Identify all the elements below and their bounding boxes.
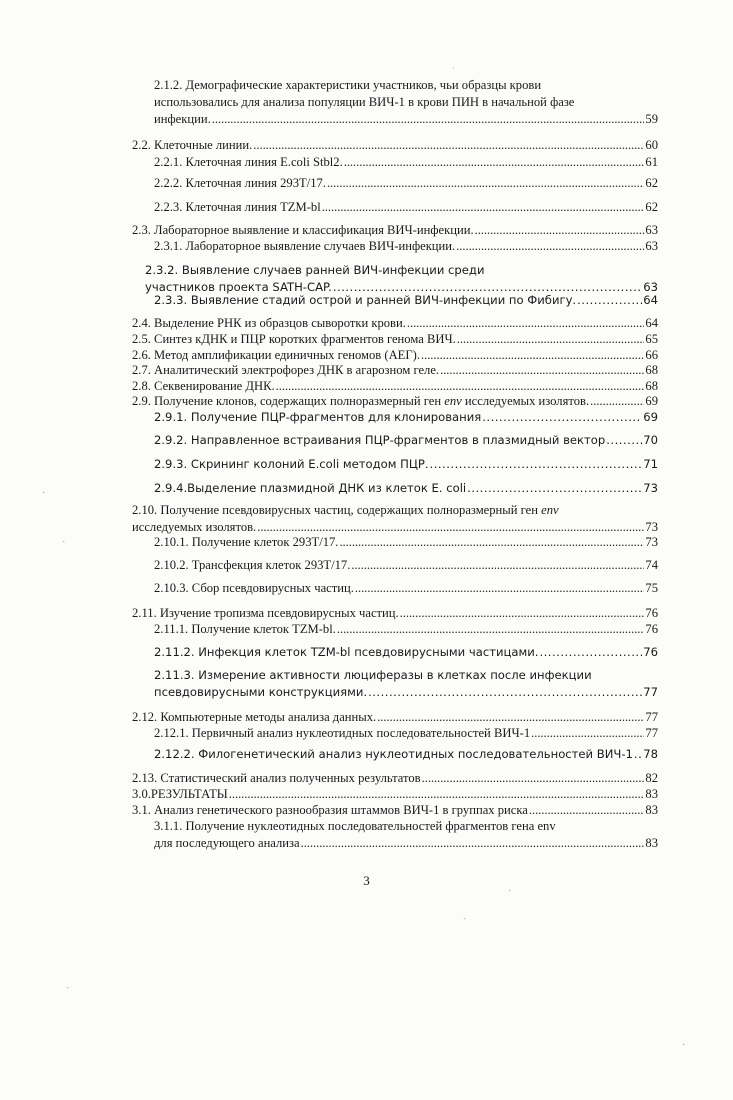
toc-entry-text: 3.0.РЕЗУЛЬТАТЫ [132,787,228,801]
toc-entry[interactable] [154,409,658,426]
toc-entry[interactable] [154,557,658,574]
toc-entry[interactable] [132,137,658,154]
dot-leader [529,802,645,819]
toc-page-number: 73 [645,520,658,534]
toc-entry[interactable] [132,315,658,332]
toc-entry-text: 2.12.1. Первичный анализ нуклеотидных последовательностей ВИЧ-1 [154,726,531,740]
toc-entry-text: 2.10.1. Получение клеток 293T/17. [154,535,339,549]
dot-leader [377,709,644,726]
toc-entry-text: 2.12.2. Филогенетический анализ нуклеотидных последовательностей ВИЧ-1 [154,747,633,761]
dot-leader [229,786,645,803]
toc-page-number: 76 [645,622,658,636]
toc-page-number: 60 [645,138,658,152]
toc-entry[interactable] [154,818,658,852]
dot-leader [327,175,644,192]
toc-page-number: 68 [645,363,658,377]
toc-page-number: 64 [643,293,658,307]
toc-entry[interactable] [154,621,658,638]
dot-leader [539,644,642,661]
toc-entry[interactable] [132,362,658,379]
toc-entry[interactable] [154,292,658,309]
toc-entry-text: 2.8. Секвенирование ДНК. [132,379,275,393]
dot-leader [322,199,645,216]
toc-entry-text: инфекции. [154,112,211,126]
toc-page-number: 69 [645,394,658,408]
toc-page-number: 70 [643,433,658,447]
dot-leader [440,362,644,379]
toc-entry-text: 2.2.3. Клеточная линия TZM-bl [154,200,321,214]
toc-page-number: 63 [645,223,658,237]
dot-leader [422,770,645,787]
toc-page-number: 68 [645,379,658,393]
dot-leader [355,580,645,597]
toc-entry-text: 2.2. Клеточные линии. [132,138,253,152]
toc-entry[interactable] [154,199,658,216]
dot-leader [457,331,645,348]
toc-entry[interactable] [154,77,658,128]
toc-entry-text: 2.9.1. Получение ПЦР-фрагментов для клонирования [154,410,482,424]
toc-page-number: 78 [643,747,658,761]
toc-entry-text: 2.11. Изучение тропизма псевдовирусных частиц. [132,606,399,620]
toc-entry[interactable] [154,154,658,171]
dot-leader [606,432,642,449]
dot-leader [407,315,645,332]
dot-leader [400,605,645,622]
toc-entry-text: 2.9.3. Скрининг колоний E.coli методом ПЦР. [154,457,429,471]
scan-speck: · [508,886,512,897]
toc-page-number: 77 [643,685,658,699]
toc-entry[interactable] [132,393,658,410]
toc-entry-text: 2.10.2. Трансфекция клеток 293T/17. [154,558,351,572]
toc-entry-text: 2.3.3. Выявление стадий острой и ранней ВИЧ-инфекции по Фибигу. [154,293,577,307]
toc-page-number: 64 [645,316,658,330]
toc-entry[interactable] [154,746,658,763]
toc-entry-text: 2.9. Получение клонов, содержащих полноразмерный ген env исследуемых изолятов. [132,394,590,408]
toc-entry[interactable] [154,725,658,742]
toc-entry-text: 2.9.2. Направленное встраивания ПЦР-фрагментов в плазмидный вектор [154,433,606,447]
toc-page-number: 62 [645,200,658,214]
toc-entry[interactable] [132,786,658,803]
toc-page-number: 66 [645,348,658,362]
toc-page-number: 83 [645,787,658,801]
toc-entry-text: 2.10. Получение псевдовирусных частиц, содержащих полноразмерный ген env [132,503,559,517]
toc-entry[interactable] [154,480,658,497]
dot-leader [337,621,645,638]
toc-entry-text: исследуемых изолятов. [132,520,257,534]
toc-page-number: 59 [645,112,658,126]
toc-entry[interactable] [132,709,658,726]
toc-entry-text: участников проекта SATH-CAP. [145,280,332,294]
toc-entry[interactable] [154,644,658,661]
toc-entry-text: 2.5. Синтез кДНК и ПЦР коротких фрагментов генома ВИЧ. [132,332,456,346]
dot-leader [368,684,642,701]
toc-page-number: 63 [643,280,658,294]
toc-entry-text: 2.10.3. Сбор псевдовирусных частиц. [154,581,354,595]
toc-entry-text: 2.11.2. Инфекция клеток TZM-bl псевдовирусными частицами. [154,645,539,659]
toc-page-number: 71 [643,457,658,471]
toc-entry-text: 2.2.2. Клеточная линия 293T/17. [154,176,326,190]
scan-speck: · [42,488,46,499]
toc-entry[interactable] [154,432,658,449]
toc-page-number: 75 [645,581,658,595]
toc-entry-text: 2.4. Выделение РНК из образцов сыворотки крови. [132,316,406,330]
toc-entry-text: 3.1.1. Получение нуклеотидных последовательностей фрагментов гена env [154,819,556,833]
toc-entry-text: 2.11.3. Измерение активности люциферазы в клетках после инфекции [154,668,592,682]
toc-page-number: 69 [643,410,658,424]
toc-page-number: 61 [645,155,658,169]
toc-entry[interactable] [154,175,658,192]
toc-entry[interactable] [154,238,658,255]
toc-page-number: 65 [645,332,658,346]
toc-entry-text: 2.11.1. Получение клеток TZM-bl. [154,622,336,636]
toc-entry-text: 2.3.2. Выявление случаев ранней ВИЧ-инфекции среди [145,263,485,277]
toc-entry[interactable] [154,456,658,473]
toc-entry[interactable] [154,580,658,597]
toc-entry-text: 2.9.4.Выделение плазмидной ДНК из клеток E. coli [154,481,467,495]
dot-leader [344,154,645,171]
toc-entry-text: 2.3. Лабораторное выявление и классификация ВИЧ-инфекции. [132,223,474,237]
toc-entry-text: 2.3.1. Лабораторное выявление случаев ВИЧ-инфекции. [154,239,456,253]
scan-speck: ˏ [66,978,70,989]
dot-leader [212,111,645,128]
toc-entry-text: 2.7. Аналитический электрофорез ДНК в агарозном геле. [132,363,440,377]
dot-leader [634,746,642,763]
toc-page-number: 73 [643,481,658,495]
dot-leader [253,137,644,154]
toc-entry[interactable] [154,667,658,701]
dot-leader [301,835,645,852]
toc-entry[interactable] [132,770,658,787]
toc-page-number: 82 [645,771,658,785]
toc-entry-text: 2.2.1. Клеточная линия E.coli Stbl2. [154,155,343,169]
toc-page-number: 76 [645,606,658,620]
dot-leader [339,534,644,551]
scan-speck: ˌ [452,58,456,69]
toc-entry-text: псевдовирусными конструкциями. [154,685,368,699]
toc-entry-text: использовались для анализа популяции ВИЧ-1 в крови ПИН в начальной фазе [154,95,575,109]
scan-speck: ˏ [62,532,66,543]
toc-entry[interactable] [132,605,658,622]
scan-speck: · [682,1040,686,1051]
toc-page-number: 77 [645,710,658,724]
toc-entry[interactable] [132,222,658,239]
dot-leader [531,725,644,742]
toc-page-number: 77 [645,726,658,740]
toc-entry-text: 3.1. Анализ генетического разнообразия штаммов ВИЧ-1 в группах риска [132,803,528,817]
toc-entry-text: 2.12. Компьютерные методы анализа данных. [132,710,377,724]
toc-page-number: 83 [645,836,658,850]
toc-entry-text: 2.1.2. Демографические характеристики участников, чьи образцы крови [154,78,542,92]
toc-page-number: 73 [645,535,658,549]
toc-entry-text: 2.6. Метод амплификации единичных геномов (АЕГ). [132,348,420,362]
toc-page-number: 83 [645,803,658,817]
toc-entry-text: для последующего анализа [154,836,300,850]
dot-leader [467,480,642,497]
dot-leader [351,557,644,574]
scan-speck: ˏ [463,909,467,920]
dot-leader [577,292,642,309]
toc-entry-text: 2.13. Статистический анализ полученных результатов [132,771,421,785]
toc-page-number: 63 [645,239,658,253]
toc-entry[interactable] [154,534,658,551]
toc-page-number: 76 [643,645,658,659]
dot-leader [456,238,644,255]
toc-entry[interactable] [132,331,658,348]
dot-leader [482,409,642,426]
toc-page-number: 62 [645,176,658,190]
toc-page-number: 74 [645,558,658,572]
dot-leader [590,393,644,410]
dot-leader [475,222,645,239]
toc-entry[interactable] [132,802,658,819]
dot-leader [430,456,643,473]
toc-entry[interactable] [132,502,658,536]
page-number: 3 [363,873,370,888]
toc-entry[interactable] [145,262,658,296]
